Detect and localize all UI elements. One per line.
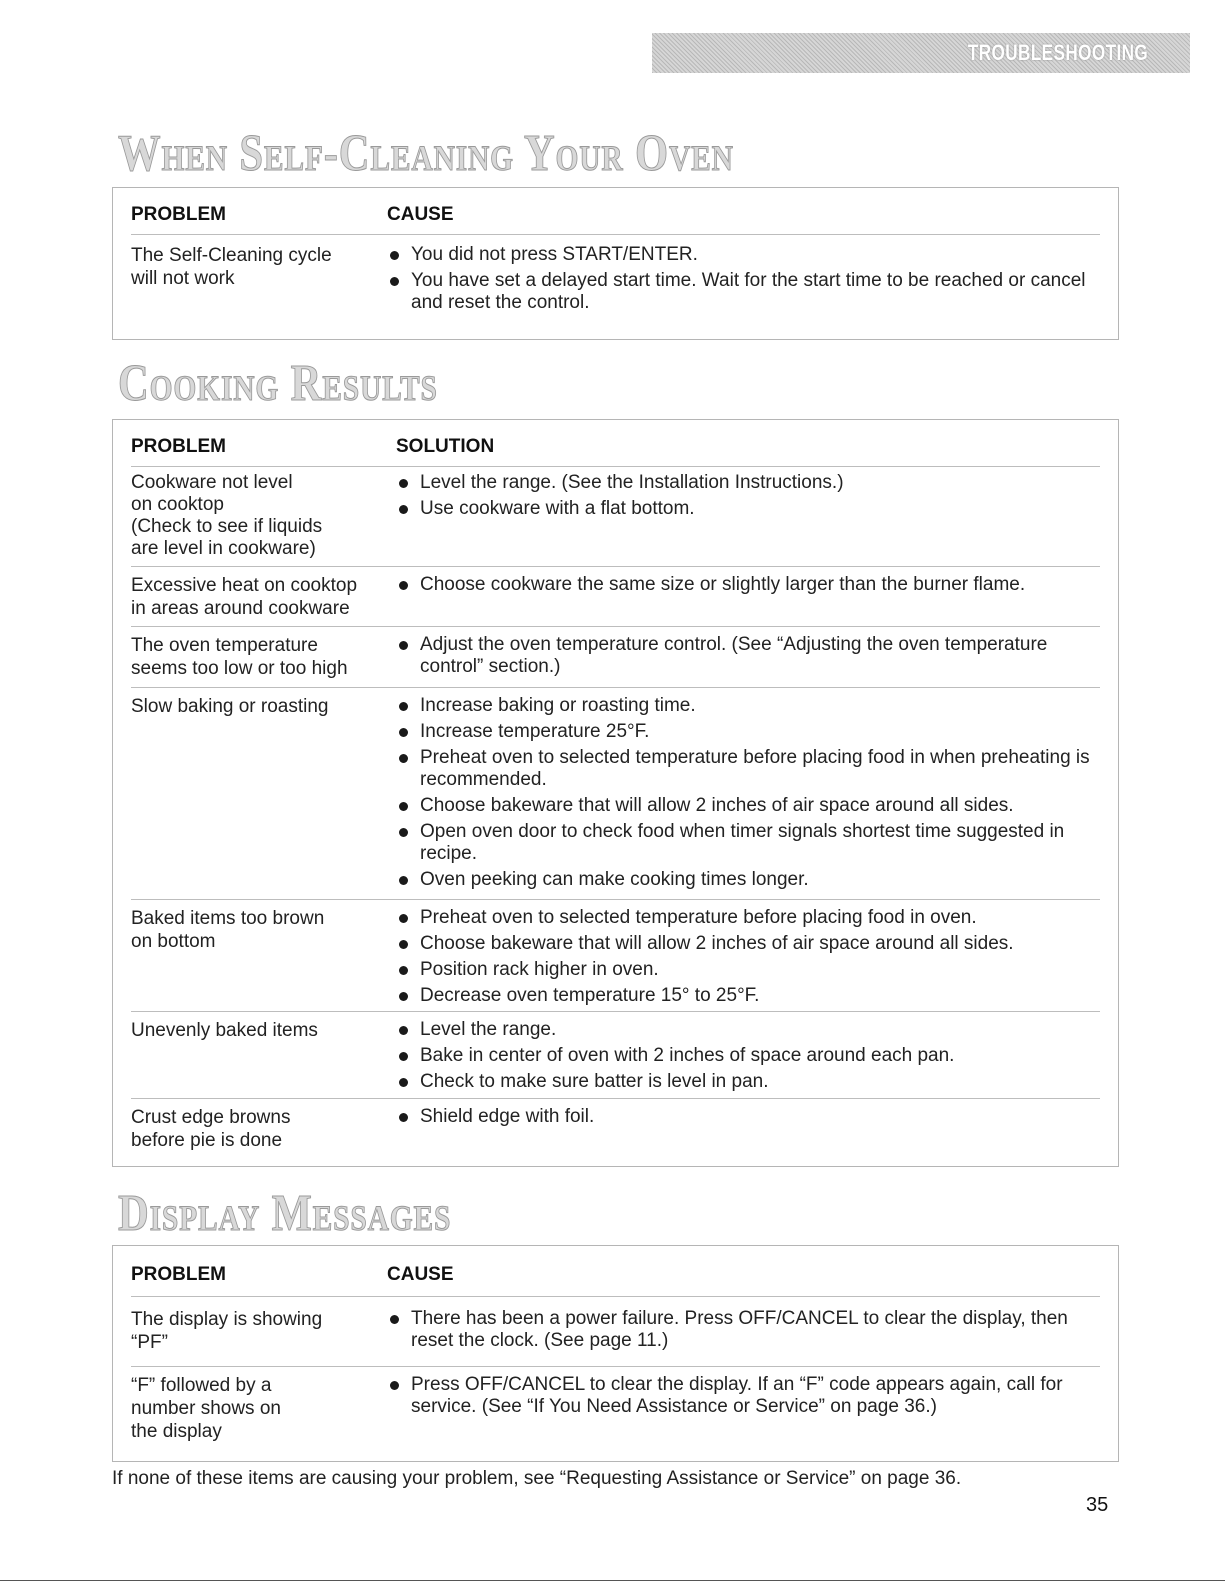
problem-text: The display is showing <box>131 1309 323 1330</box>
problem-text: “F” followed by a <box>131 1375 272 1396</box>
problem-text: The oven temperature <box>131 635 318 656</box>
problem-cell <box>131 634 381 680</box>
bottom-rule <box>0 1580 1225 1581</box>
table-row <box>131 244 1100 334</box>
list-item: Increase temperature 25°F. <box>396 721 1100 743</box>
page-number: 35 <box>1086 1494 1109 1516</box>
solution-list <box>396 1106 1100 1132</box>
problem-cell <box>131 1106 381 1152</box>
list-item: Oven peeking can make cooking times longer. <box>396 869 1100 891</box>
list-item: Check to make sure batter is level in pan. <box>396 1071 1100 1093</box>
list-item: Decrease oven temperature 15° to 25°F. <box>396 985 1100 1007</box>
self-cleaning-table <box>112 187 1119 340</box>
problem-cell <box>131 244 381 290</box>
footer-note: If none of these items are causing your problem, see “Requesting Assistance or Service” on page 36. <box>112 1468 962 1489</box>
problem-text: on cooktop <box>131 494 224 515</box>
problem-cell <box>131 695 381 718</box>
table-header-row <box>131 1264 1100 1297</box>
table-row <box>131 1015 1100 1099</box>
problem-text: The Self-Cleaning cycle <box>131 245 332 266</box>
list-item: Press OFF/CANCEL to clear the display. If an “F” code appears again, call for service. (See “If You Need Assistance or Service” on page 36.) <box>387 1374 1100 1418</box>
section-title-cooking-results: Cooking Results <box>118 355 438 412</box>
problem-text: Crust edge browns <box>131 1107 291 1128</box>
problem-text: (Check to see if liquids <box>131 516 323 537</box>
list-item: You did not press START/ENTER. <box>387 244 1100 266</box>
problem-text: Slow baking or roasting <box>131 696 329 717</box>
problem-text: in areas around cookware <box>131 598 350 619</box>
list-item: Level the range. (See the Installation Instructions.) <box>396 472 1100 494</box>
column-header-cause: CAUSE <box>387 204 454 225</box>
section-banner <box>652 33 1190 73</box>
problem-text: will not work <box>131 268 235 289</box>
table-header-row <box>131 204 1100 235</box>
solution-list <box>396 907 1100 1011</box>
column-header-problem: PROBLEM <box>131 436 226 457</box>
list-item: There has been a power failure. Press OFF/CANCEL to clear the display, then reset the clock. (See page 11.) <box>387 1308 1100 1352</box>
list-item: Level the range. <box>396 1019 1100 1041</box>
solution-list <box>396 695 1100 895</box>
list-item: Shield edge with foil. <box>396 1106 1100 1128</box>
table-header-row <box>131 436 1100 467</box>
cause-list <box>387 1374 1100 1422</box>
table-row <box>131 1306 1100 1367</box>
problem-text: the display <box>131 1421 222 1442</box>
cooking-results-table <box>112 419 1119 1167</box>
table-row <box>131 903 1100 1012</box>
problem-text: on bottom <box>131 931 216 952</box>
table-row <box>131 1370 1100 1450</box>
table-row <box>131 1102 1100 1162</box>
list-item: Open oven door to check food when timer signals shortest time suggested in recipe. <box>396 821 1100 865</box>
table-row <box>131 470 1100 567</box>
problem-text: Cookware not level <box>131 472 293 493</box>
table-row <box>131 630 1100 688</box>
list-item: Choose bakeware that will allow 2 inches of air space around all sides. <box>396 933 1100 955</box>
cause-list <box>387 1308 1100 1356</box>
problem-text: before pie is done <box>131 1130 283 1151</box>
solution-list <box>396 634 1100 682</box>
list-item: Preheat oven to selected temperature before placing food in oven. <box>396 907 1100 929</box>
problem-text: “PF” <box>131 1332 168 1353</box>
problem-text: are level in cookware) <box>131 538 316 559</box>
problem-cell <box>131 1374 381 1443</box>
list-item: Choose bakeware that will allow 2 inches of air space around all sides. <box>396 795 1100 817</box>
list-item: Adjust the oven temperature control. (See “Adjusting the oven temperature control” section.) <box>396 634 1100 678</box>
solution-list <box>396 574 1100 600</box>
list-item: You have set a delayed start time. Wait for the start time to be reached or cancel and reset the control. <box>387 270 1100 314</box>
problem-text: seems too low or too high <box>131 658 348 679</box>
solution-list <box>396 472 1100 524</box>
list-item: Bake in center of oven with 2 inches of space around each pan. <box>396 1045 1100 1067</box>
list-item: Increase baking or roasting time. <box>396 695 1100 717</box>
problem-cell <box>131 1019 381 1042</box>
list-item: Use cookware with a flat bottom. <box>396 498 1100 520</box>
section-title-self-cleaning: When Self-Cleaning Your Oven <box>118 125 734 182</box>
column-header-cause: CAUSE <box>387 1264 454 1285</box>
solution-list <box>396 1019 1100 1097</box>
display-messages-table <box>112 1245 1119 1462</box>
problem-text: number shows on <box>131 1398 281 1419</box>
problem-cell <box>131 574 391 620</box>
problem-text: Excessive heat on cooktop <box>131 575 358 596</box>
problem-cell <box>131 472 381 560</box>
column-header-solution: SOLUTION <box>396 436 495 457</box>
banner-text: TROUBLESHOOTING <box>967 40 1148 65</box>
column-header-problem: PROBLEM <box>131 1264 226 1285</box>
problem-cell <box>131 907 381 953</box>
table-row <box>131 691 1100 900</box>
section-title-display-messages: Display Messages <box>118 1185 452 1242</box>
problem-text: Unevenly baked items <box>131 1020 318 1041</box>
list-item: Preheat oven to selected temperature before placing food in when preheating is recommended. <box>396 747 1100 791</box>
problem-cell <box>131 1308 381 1354</box>
cause-list <box>387 244 1100 318</box>
column-header-problem: PROBLEM <box>131 204 226 225</box>
list-item: Position rack higher in oven. <box>396 959 1100 981</box>
table-row <box>131 570 1100 627</box>
problem-text: Baked items too brown <box>131 908 325 929</box>
list-item: Choose cookware the same size or slightly larger than the burner flame. <box>396 574 1100 596</box>
